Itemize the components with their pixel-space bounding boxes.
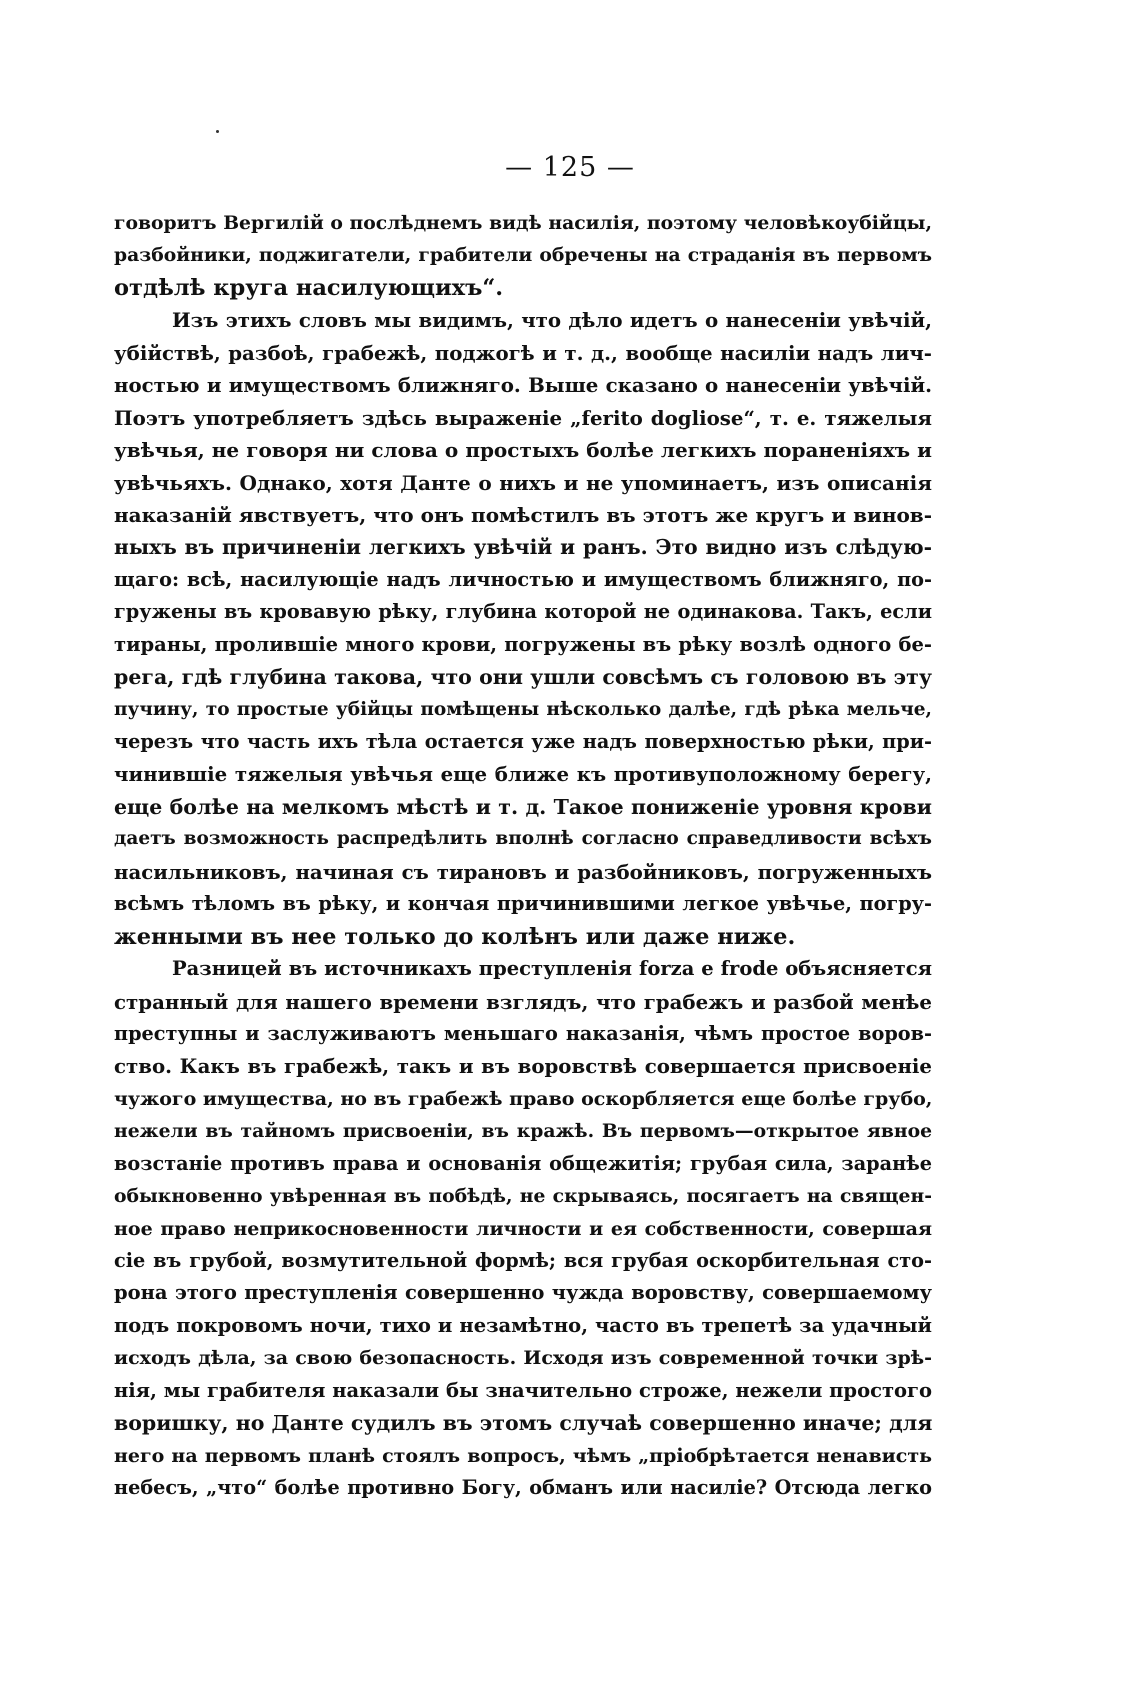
page-number: — 125 — [505,152,635,183]
text-line: исходъ дѣла, за свою безопасность. Исходя изъ современной точки зрѣ- [114,1347,932,1370]
text-line: рега, гдѣ глубина такова, что они ушли совсѣмъ съ головою въ эту [114,665,932,690]
text-line: еще болѣе на мелкомъ мѣстѣ и т. д. Такое пониженіе уровня крови [114,794,932,819]
text-line: рона этого преступленія совершенно чужда воровству, совершаемому [114,1281,932,1305]
text-line: ство. Какъ въ грабежѣ, такъ и въ воровствѣ совершается присвоеніе [114,1054,932,1079]
text-line: возстаніе противъ права и основанія общежитія; грубая сила, заранѣе [114,1151,932,1175]
text-line: наказаній явствуетъ, что онъ помѣстилъ въ этотъ же кругъ и винов- [114,502,932,527]
text-line: Разницей въ источникахъ преступленія forza e frode объясняется [172,957,932,981]
body-text [114,207,932,1505]
text-line: щаго: всѣ, насилующіе надъ личностью и имуществомъ ближняго, по- [114,567,932,591]
stray-dot-mark [216,130,219,133]
text-line: увѣчья, не говоря ни слова о простыхъ болѣе легкихъ пораненіяхъ и [114,438,932,463]
text-line: нежели въ тайномъ присвоеніи, въ кражѣ. Въ первомъ—открытое явное [114,1120,932,1143]
text-line: преступны и заслуживаютъ меньшаго наказанія, чѣмъ простое воров- [114,1021,932,1045]
text-line: чинившіе тяжелыя увѣчья еще ближе къ противуположному берегу, [114,762,932,787]
text-line: подъ покровомъ ночи, тихо и незамѣтно, часто въ трепетѣ за удачный [114,1313,932,1337]
text-line: женными въ нее только до колѣнъ или даже ниже. [114,923,796,950]
text-line: ностью и имуществомъ ближняго. Выше сказано о нанесеніи увѣчій. [114,373,932,398]
text-line: обыкновенно увѣренная въ побѣдѣ, не скрываясь, посягаетъ на священ- [114,1185,932,1208]
text-line: него на первомъ планѣ стоялъ вопросъ, чѣмъ „пріобрѣтается ненависть [114,1444,932,1467]
text-line: разбойники, поджигатели, грабители обречены на страданія въ первомъ [114,244,932,267]
text-line: Поэтъ употребляетъ здѣсь выраженіе „ferito dogliose“, т. е. тяжелыя [114,405,932,430]
text-line: странный для нашего времени взглядъ, что грабежъ и разбой менѣе [114,989,932,1014]
text-line: насильниковъ, начиная съ тирановъ и разбойниковъ, погруженныхъ [114,859,932,884]
text-line: тираны, пролившіе много крови, погружены въ рѣку возлѣ одного бе- [114,632,932,656]
text-line: даетъ возможность распредѣлить вполнѣ согласно справедливости всѣхъ [114,828,932,850]
text-line: убійствѣ, разбоѣ, грабежѣ, поджогѣ и т. д., вообще насиліи надъ лич- [114,340,932,365]
text-line: Изъ этихъ словъ мы видимъ, что дѣло идетъ о нанесеніи увѣчій, [172,308,932,333]
text-line: воришку, но Данте судилъ въ этомъ случаѣ совершенно иначе; для [114,1411,933,1436]
text-line: ное право неприкосновенности личности и ея собственности, совершая [114,1217,932,1240]
text-line: ныхъ въ причиненіи легкихъ увѣчій и ранъ. Это видно изъ слѣдую- [114,535,932,560]
text-line: всѣмъ тѣломъ въ рѣку, и кончая причинившими легкое увѣчье, погру- [114,892,932,916]
text-line: отдѣлѣ круга насилующихъ“. [114,274,504,301]
text-line: пучину, то простые убійцы помѣщены нѣсколько далѣе, гдѣ рѣка мельче, [114,698,932,720]
text-line: сіе въ грубой, возмутительной формѣ; вся грубая оскорбительная сто- [114,1249,932,1272]
text-line: гружены въ кровавую рѣку, глубина которой не одинакова. Такъ, если [114,600,932,624]
text-line: небесъ, „что“ болѣе противно Богу, обманъ или насиліе? Отсюда легко [114,1476,932,1500]
text-line: нія, мы грабителя наказали бы значительно строже, нежели простого [114,1378,932,1402]
text-line: черезъ что часть ихъ тѣла остается уже надъ поверхностью рѣки, при- [114,730,932,753]
text-line: чужого имущества, но въ грабежѣ право оскорбляется еще болѣе грубо, [114,1087,933,1110]
text-line: увѣчьяхъ. Однако, хотя Данте о нихъ и не упоминаетъ, изъ описанія [114,470,932,495]
text-line: говоритъ Вергилій о послѣднемъ видѣ насилія, поэтому человѣкоубійцы, [114,212,932,234]
